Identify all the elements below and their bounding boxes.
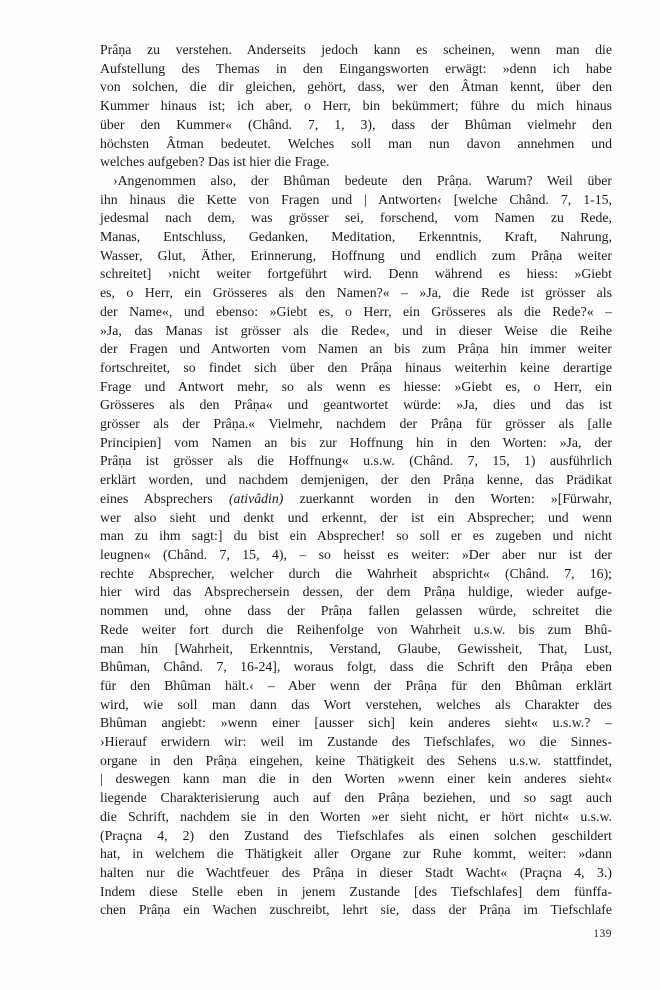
text-line: Bhûman, Chând. 7, 16-24], woraus folgt, dass die Schrift den Prâṇa eben — [100, 659, 612, 675]
text-line: Indem diese Stelle eben in jenem Zustande [des Tiefschlafes] dem fünffa- — [100, 883, 612, 899]
text-line: über den Kummer« (Chând. 7, 1, 3), dass der Bhûman vielmehr den — [100, 116, 612, 132]
text-line: halten nur die Wachtfeuer des Prâṇa in dieser Stadt Wacht« (Praçna 4, 3.) — [100, 864, 612, 880]
text-line: Frage und Antwort mehr, so als wenn es hiesse: »Giebt es, o Herr, ein — [100, 378, 612, 394]
text-line: grösser als der Prâṇa.« Vielmehr, nachdem der Prâṇa für grösser als [alle — [100, 416, 612, 432]
text-line: »Ja, das Manas ist grösser als die Rede«, und in dieser Weise die Reihe — [100, 322, 612, 338]
text-line: höchsten Âtman bedeutet. Welches soll man nun davon annehmen und — [100, 135, 612, 151]
page-text — [100, 41, 612, 920]
paragraph — [100, 172, 612, 920]
text-line: hat, in welchem die Thätigkeit aller Organe zur Ruhe kommt, weiter: »dann — [100, 846, 612, 862]
text-line: Aufstellung des Themas in den Eingangsworten erwägt: »denn ich habe — [100, 60, 612, 76]
text-line: | deswegen kann man die in den Worten »wenn einer kein anderes sieht« — [100, 771, 612, 787]
text-line: Wasser, Glut, Äther, Erinnerung, Hoffnung und endlich zum Prâṇa weiter — [100, 247, 612, 263]
text-line: ›Hierauf erwidern wir: weil im Zustande des Tiefschlafes, wo die Sinnes- — [100, 734, 612, 750]
text-line: jedesmal nach dem, was grösser sei, forschend, vom Namen zu Rede, — [100, 210, 612, 226]
page-number: 139 — [593, 928, 612, 940]
text-line: erklärt worden, und nachdem demjenigen, der den Prâṇa kenne, das Prädikat — [100, 472, 612, 488]
text-line: liegende Charakterisierung auch auf den Prâṇa beziehen, und so sagt auch — [100, 790, 612, 806]
text-line: leugnen« (Chând. 7, 15, 4), – so heisst es weiter: »Der aber nur ist der — [100, 546, 612, 562]
paragraph — [100, 41, 612, 172]
text-line: Manas, Entschluss, Gedanken, Meditation, Erkenntnis, Kraft, Nahrung, — [100, 229, 612, 245]
text-line: (Praçna 4, 2) den Zustand des Tiefschlafes als einen solchen geschildert — [100, 827, 612, 843]
text-line: von solchen, die dir gleichen, gehört, dass, wer den Âtman kennt, über den — [100, 79, 612, 95]
text-line: die Schrift, nachdem sie in den Worten »er sieht nicht, er hört nicht« u.s.w. — [100, 808, 612, 824]
text-line: eines Absprechers (ativâdin) zuerkannt worden in den Worten: »[Fürwahr, — [100, 490, 612, 506]
text-line: ihn hinaus die Kette von Fragen und | Antworten‹ [welche Chând. 7, 1-15, — [100, 191, 612, 207]
text-line: wird, wie soll man dann das Wort verstehen, welches als Charakter des — [100, 696, 612, 712]
text-line: der Fragen und Antworten vom Namen an bis zum Prâṇa hin immer weiter — [100, 341, 612, 357]
text-line: nommen und, ohne dass der Prâṇa fallen gelassen würde, schreitet die — [100, 603, 612, 619]
text-line: welches aufgeben? Das ist hier die Frage. — [100, 154, 330, 170]
text-line: fortschreitet, so findet sich über den Prâṇa hinaus weiterhin keine derartige — [100, 359, 612, 375]
text-line: der Name«, und ebenso: »Giebt es, o Herr, ein Grösseres als die Rede?« – — [100, 303, 612, 319]
text-line: man hin [Wahrheit, Erkenntnis, Verstand, Glaube, Gewissheit, That, Lust, — [100, 640, 612, 656]
text-line: Grösseres als den Prâṇa« und geantwortet würde: »Ja, dies und das ist — [100, 397, 612, 413]
text-line: Prâṇa ist grösser als die Hoffnung« u.s.w. (Chând. 7, 15, 1) ausführlich — [100, 453, 612, 469]
text-line: organe in den Prâṇa eingehen, keine Thätigkeit des Sehens u.s.w. stattfindet, — [100, 752, 612, 768]
text-line: für den Bhûman hält.‹ – Aber wenn der Prâṇa für den Bhûman erklärt — [100, 677, 612, 693]
text-line: chen Prâṇa ein Wachen zuschreibt, lehrt sie, dass der Prâṇa im Tiefschlafe — [100, 902, 612, 918]
text-line: hier wird das Absprechersein dessen, der dem Prâṇa huldige, wieder aufge- — [100, 584, 612, 600]
text-line: Bhûman angiebt: »wenn einer [ausser sich] kein anderes sieht« u.s.w.? – — [100, 715, 612, 731]
text-line: Rede weiter fort durch die Reihenfolge von Wahrheit u.s.w. bis zum Bhû- — [100, 621, 612, 637]
text-line: rechte Absprecher, welcher durch die Wahrheit abspricht« (Chând. 7, 16); — [100, 565, 612, 581]
text-line: ›Angenommen also, der Bhûman bedeute den Prâṇa. Warum? Weil über — [113, 172, 612, 188]
text-line: Principien] vom Namen an bis zur Hoffnung hin in den Worten: »Ja, der — [100, 434, 612, 450]
text-line: es, o Herr, ein Grösseres als den Namen?« – »Ja, die Rede ist grösser als — [100, 285, 612, 301]
text-line: wer also sieht und denkt und erkennt, der ist ein Absprecher; und wenn — [100, 509, 612, 525]
text-line: schreitet] ›nicht weiter fortgeführt wird. Denn während es hiess: »Giebt — [100, 266, 612, 282]
text-line: Prâṇa zu verstehen. Anderseits jedoch kann es scheinen, wenn man die — [100, 42, 612, 57]
text-line: man zu ihm sagt:] du bist ein Absprecher! so soll er es zugeben und nicht — [100, 528, 612, 544]
text-line: Kummer hinaus ist; ich aber, o Herr, bin bekümmert; führe du mich hinaus — [100, 98, 612, 114]
